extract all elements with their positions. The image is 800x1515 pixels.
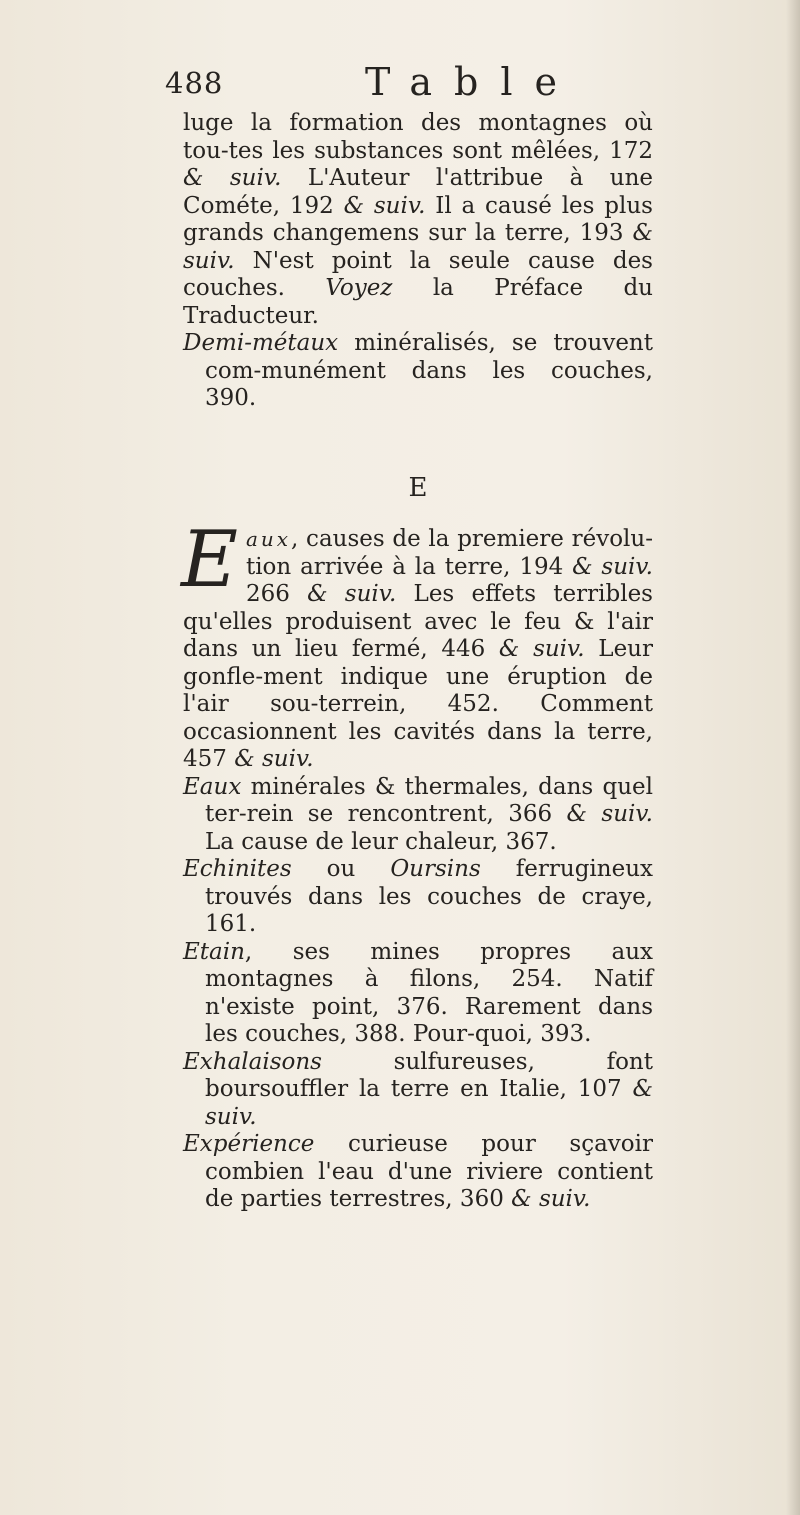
entry-term-italic: & suiv. <box>343 192 426 219</box>
index-entry <box>183 330 653 413</box>
drop-cap: E <box>181 515 238 605</box>
entry-term-italic: & suiv. <box>566 801 653 827</box>
index-entry <box>183 1049 653 1132</box>
entry-term-italic: Echinites <box>183 856 292 882</box>
entry-text: curieuse pour sçavoir combien l'eau d'une riviere contient de parties terrestres, 360 <box>205 1131 653 1212</box>
section-letter: E <box>408 472 428 503</box>
entry-text: ferrugineux trouvés dans les couches de craye, 161. <box>205 856 653 937</box>
entry-text: L'Auteur l'attribue à une Cométe, 192 <box>183 165 653 219</box>
entry-term-italic: aux <box>245 527 292 551</box>
entry-text: Leur gonfle-ment indique une éruption de l'air sou-terrein, 452. Comment occasionnent les cavités dans la terre, 457 <box>183 636 653 772</box>
entry-text: Les effets terribles qu'elles produisent avec le feu & l'air dans un lieu fermé, 446 <box>183 581 653 662</box>
entry-text: minérales & thermales, dans quel ter-rein se rencontrent, 366 <box>205 773 653 827</box>
entry-term-italic: & suiv. <box>511 1186 591 1212</box>
index-text <box>183 110 653 1214</box>
index-entry <box>183 1131 653 1214</box>
index-entry <box>183 856 653 939</box>
entry-term-italic: Etain <box>183 938 245 965</box>
entry-term-italic: & suiv. <box>205 1076 653 1130</box>
entry-text: , ses mines propres aux montagnes à filons, 254. Natif n'existe point, 376. Rarement dans les couches, 388. Pour-quoi, 393. <box>205 938 653 1047</box>
page-header <box>165 60 585 110</box>
entry-text: ou <box>291 856 391 882</box>
entry-text: Il a causé les plus grands changemens sur la terre, 193 <box>183 192 653 246</box>
entry-term-italic: & suiv. <box>234 746 314 772</box>
entry-text: minéralisés, se trouvent com-munément dans les couches, 390. <box>205 330 653 411</box>
entry-term-italic: & suiv. <box>498 636 585 662</box>
entry-text: N'est point la seule cause des couches. <box>183 247 653 301</box>
entry-text: sulfureuses, font boursouffler la terre en Italie, 107 <box>205 1048 653 1102</box>
entry-text: la Préface du Traducteur. <box>183 275 653 329</box>
entry-term-italic: Exhalaisons <box>183 1048 322 1075</box>
entry-term-italic: & suiv. <box>307 581 397 607</box>
entry-term-italic: Oursins <box>390 856 481 882</box>
page-number: 488 <box>165 66 224 100</box>
index-entry <box>181 515 653 774</box>
entry-term-italic: & suiv. <box>572 553 653 580</box>
index-entry <box>183 774 653 857</box>
running-title: Table <box>365 60 580 104</box>
entry-term-italic: Eaux <box>183 773 242 800</box>
entry-text: , causes de la premiere révolu-tion arrivée à la terre, 194 <box>245 526 653 580</box>
entry-text: 266 <box>245 581 308 607</box>
entry-term-italic: Demi-métaux <box>183 330 339 356</box>
entries-d-section <box>183 110 653 413</box>
entry-text: luge la formation des montagnes où tou-tes les substances sont mêlées, 172 <box>183 110 653 164</box>
entry-term-italic: & suiv. <box>183 220 653 274</box>
index-entry <box>183 110 653 330</box>
entry-term-italic: Expérience <box>183 1131 315 1157</box>
entry-term-italic: Voyez <box>325 275 393 301</box>
entry-term-italic: & suiv. <box>183 165 282 191</box>
entries-e-section <box>181 515 653 1214</box>
page-edge-shadow <box>786 0 800 1515</box>
index-entry <box>183 939 653 1049</box>
entry-text: La cause de leur chaleur, 367. <box>205 828 557 855</box>
